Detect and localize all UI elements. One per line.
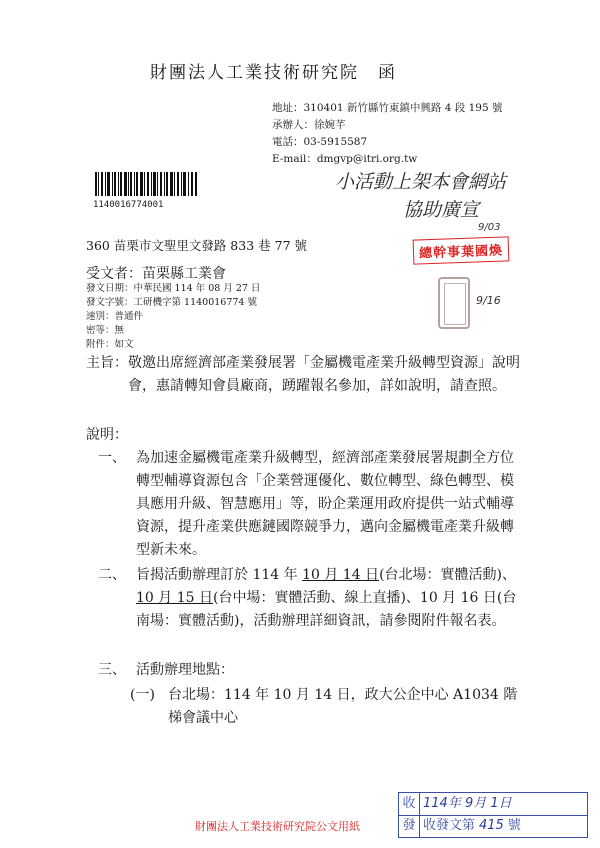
meta-speed: 速別：普通件 (86, 311, 144, 322)
item-text: 台北場：114 年 10 月 14 日，政大公企中心 A1034 階梯會議中心 (168, 687, 518, 726)
receipt-no-suffix: 號 (507, 818, 521, 833)
item-number: 二、 (98, 567, 126, 583)
item-number: 一、 (98, 450, 126, 466)
item-text-a: 旨揭活動辦理訂於 114 年 (136, 567, 303, 583)
receipt-date-value: 114年 9月 1日 (423, 796, 512, 811)
handwritten-note-line1: 小活動上架本會網站 (335, 171, 507, 193)
sender-info (272, 100, 503, 168)
meta-doc-no: 發文字號：工研機字第 1140016774 號 (86, 297, 257, 308)
explanation-label: 說明： (86, 427, 128, 443)
meta-secret: 密等：無 (86, 325, 125, 336)
meta-attachment: 附件：如文 (86, 339, 134, 350)
subject-text: 敬邀出席經濟部產業發展署「金屬機電產業升級轉型資源」說明會，惠請轉知會員廠商，踴躍報名參加，詳如說明，請查照。 (128, 355, 520, 394)
item-text-e: (台中場：實體活動、線上直播)、10 月 16 日(台南場：實體活動)，活動辦理詳細資訊，請參閱附件報名表。 (136, 590, 517, 629)
handwritten-note (335, 168, 506, 224)
item-text (136, 564, 518, 633)
document-title: 財團法人工業技術研究院 函 (150, 63, 397, 83)
receipt-no-value: 415 (479, 818, 504, 833)
barcode-number: 1140016774001 (93, 200, 164, 210)
receipt-label-receive: 收 (399, 793, 420, 816)
handwritten-date-1: 9/03 (478, 222, 501, 233)
recipient-address: 360 苗栗市文聖里文發路 833 巷 77 號 (86, 238, 307, 253)
sender-email: E-mail：dmgvp@itri.org.tw (272, 153, 418, 165)
secretary-stamp: 總幹事葉國煥 (413, 236, 510, 264)
handwritten-date-2: 9/16 (476, 294, 501, 307)
receipt-stamp (398, 792, 588, 838)
subject-label: 主旨： (86, 355, 128, 371)
receipt-number (419, 815, 587, 837)
explanation-subitem-1 (130, 684, 520, 730)
item-number: 三、 (98, 662, 126, 678)
sender-address: 地址：310401 新竹縣竹東鎮中興路 4 段 195 號 (272, 102, 503, 114)
sender-phone: 電話：03-5915587 (272, 136, 368, 148)
item-text: 為加速金屬機電產業升級轉型，經濟部產業發展署規劃全方位轉型輔導資源包含「企業營運優化、數位轉型、綠色轉型、模具應用升級、智慧應用」等，盼企業運用政府提供一站式輔導資源，提升產業供應鏈國際競爭力，邁向金屬機電產業升級轉型新未來。 (136, 450, 514, 558)
explanation-item-1 (98, 447, 518, 562)
item-text: 活動辦理地點： (136, 662, 234, 678)
receipt-no-prefix: 收發文第 (423, 818, 476, 833)
meta-date: 發文日期：中華民國 114 年 08 月 27 日 (86, 283, 261, 294)
item-date-underlined-2: 10 月 15 日 (136, 590, 213, 606)
barcode-icon (95, 172, 197, 196)
item-number: (一) (130, 687, 155, 703)
receipt-label-send: 發 (399, 815, 420, 837)
item-date-underlined: 10 月 14 日 (302, 567, 380, 583)
seal-stamp-icon (438, 277, 470, 329)
explanation-item-3 (98, 659, 518, 682)
receipt-date (419, 793, 587, 816)
sender-contact: 承辦人：徐婉芊 (272, 119, 346, 131)
recipient: 受文者：苗栗縣工業會 (86, 266, 226, 282)
handwritten-note-line2: 協助廣宣 (403, 199, 480, 221)
footer-paper-label: 財團法人工業技術研究院公文用紙 (195, 820, 360, 833)
explanation-item-2 (98, 564, 518, 633)
item-text-c: (台北場：實體活動)、 (379, 567, 516, 583)
subject-block (86, 352, 526, 398)
